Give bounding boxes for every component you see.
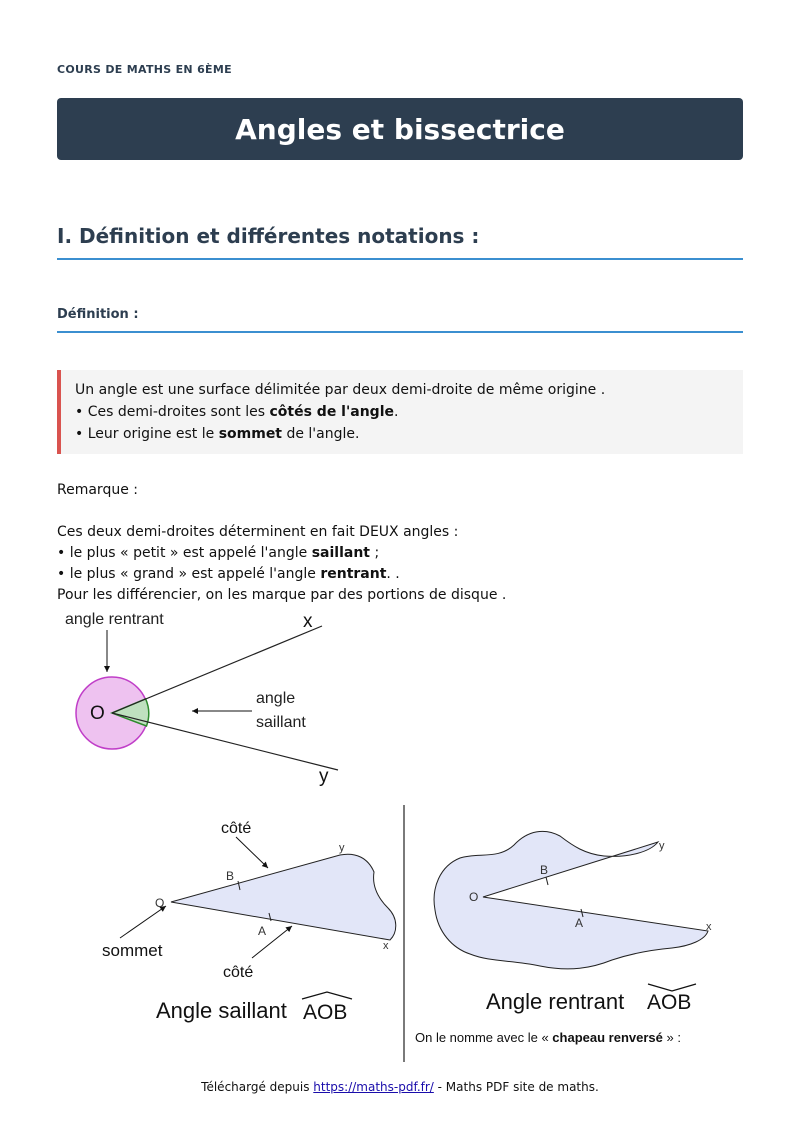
remark-text: • le plus « grand » est appelé l'angle	[57, 566, 321, 582]
label-y-right: y	[659, 840, 665, 852]
arrow-cote-top	[236, 837, 268, 868]
label-y-left: y	[339, 842, 345, 854]
angle-figure-2	[0, 800, 800, 1062]
notation-rentrant: AOB	[647, 991, 692, 1014]
course-label: COURS DE MATHS EN 6ÈME	[57, 63, 232, 76]
page-title: Angles et bissectrice	[235, 112, 565, 146]
label-x-left: x	[383, 940, 389, 952]
section-heading: I. Définition et différentes notations :	[57, 224, 743, 260]
footer	[0, 1080, 800, 1094]
note-text: On le nomme avec le «	[415, 1030, 553, 1045]
label-x-right: x	[706, 921, 712, 933]
definition-bold: côtés de l'angle	[269, 404, 395, 420]
footer-link[interactable]: https://maths-pdf.fr/	[313, 1080, 434, 1094]
remark-text: ;	[370, 545, 380, 561]
definition-text: .	[394, 404, 399, 420]
caption-rentrant: Angle rentrant	[486, 989, 625, 1014]
definition-heading: Définition :	[57, 307, 743, 333]
label-a-left: A	[258, 924, 267, 938]
footer-prefix: Téléchargé depuis	[201, 1080, 314, 1094]
remark-text: • le plus « petit » est appelé l'angle	[57, 545, 312, 561]
label-b-left: B	[226, 869, 235, 883]
label-o-left: O	[155, 896, 165, 910]
remark-line-2	[57, 543, 506, 564]
angle-figure-1	[0, 600, 400, 795]
definition-text: • Leur origine est le	[75, 426, 219, 442]
hat-rentrant	[648, 984, 696, 991]
note-text: » :	[662, 1030, 681, 1045]
label-saillant: saillant	[256, 714, 306, 731]
definition-text: • Ces demi-droites sont les	[75, 404, 270, 420]
definition-box	[57, 370, 743, 454]
hat-saillant	[302, 992, 352, 999]
definition-line-2	[75, 401, 743, 423]
label-angle-rentrant: angle rentrant	[65, 611, 164, 628]
remark-line-4: Pour les différencier, on les marque par des portions de disque .	[57, 587, 507, 603]
label-o-right: O	[469, 890, 479, 904]
label-o: O	[90, 703, 105, 724]
saillant-shape	[171, 854, 396, 940]
rentrant-note	[415, 1030, 681, 1045]
remark-bold: saillant	[311, 545, 370, 561]
remark-title: Remarque :	[57, 482, 138, 498]
label-sommet: sommet	[102, 941, 163, 960]
remark-bold: rentrant	[320, 566, 387, 582]
note-bold: chapeau renversé	[552, 1030, 663, 1045]
caption-saillant: Angle saillant	[156, 998, 287, 1023]
remark-line-1: Ces deux demi-droites déterminent en fait DEUX angles :	[57, 524, 459, 540]
definition-line-1: Un angle est une surface délimitée par deux demi-droite de même origine .	[75, 382, 606, 398]
title-banner	[57, 98, 743, 160]
arrow-sommet	[120, 906, 166, 938]
tick-b-right	[546, 877, 548, 885]
label-cote-bottom: côté	[223, 964, 254, 981]
definition-line-3	[75, 423, 743, 445]
label-cote-top: côté	[221, 820, 252, 837]
label-y: y	[319, 766, 329, 787]
label-angle: angle	[256, 690, 296, 707]
label-x: x	[303, 611, 313, 632]
remark-line-3	[57, 564, 506, 585]
definition-text: de l'angle.	[282, 426, 360, 442]
label-b-right: B	[540, 863, 549, 877]
remark-block	[57, 522, 506, 606]
definition-bold: sommet	[218, 426, 283, 442]
label-a-right: A	[575, 916, 584, 930]
notation-saillant: AOB	[303, 1001, 348, 1024]
remark-text: . .	[386, 566, 400, 582]
footer-suffix: - Maths PDF site de maths.	[433, 1080, 599, 1094]
